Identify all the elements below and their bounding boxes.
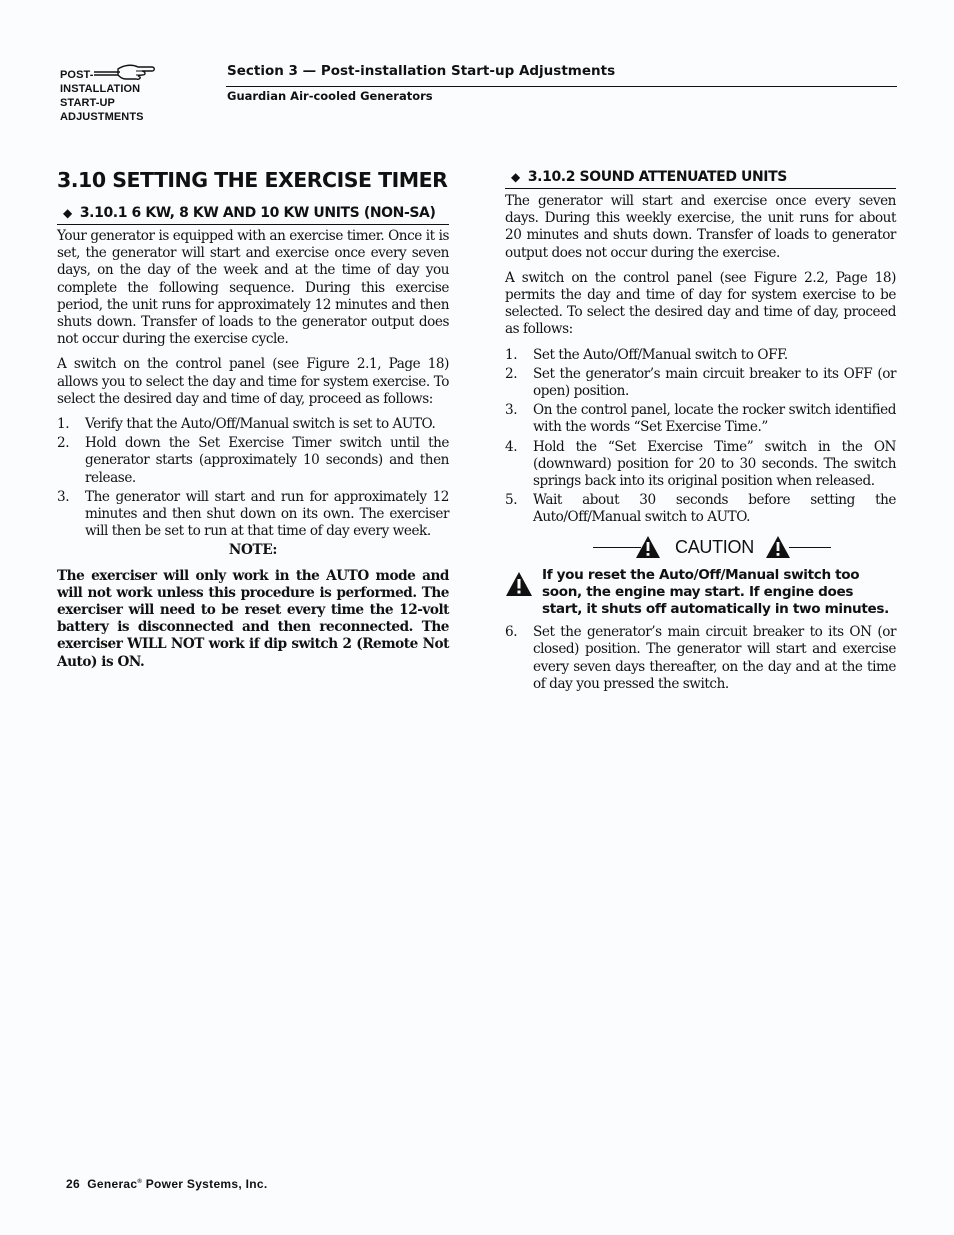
step-text: Verify that the Auto/Off/Manual switch is set to AUTO. (85, 416, 436, 433)
caution-rule-right (789, 547, 831, 548)
step-number: 2. (57, 435, 70, 452)
caution-message: If you reset the Auto/Off/Manual switch too soon, the engine may start. If engine does start, it shuts off automatically in two minutes. (542, 566, 889, 618)
subsection-heading-text: 3.10.1 6 KW, 8 KW AND 10 KW UNITS (NON-SA) (79, 205, 436, 221)
diamond-bullet-icon: ◆ (511, 170, 520, 184)
list-item (505, 402, 896, 436)
caution-rule-left (593, 547, 641, 548)
header-subtitle: Guardian Air-cooled Generators (227, 89, 433, 103)
note-body: The exerciser will only work in the AUTO mode and will not work unless this procedure is performed. The exerciser will need to be reset every time the 12-volt battery is disconnected and then reconnected. The exerciser WILL NOT work if dip switch 2 (Remote Not Auto) is ON. (57, 567, 449, 670)
step-number: 3. (57, 488, 70, 505)
step-text: On the control panel, locate the rocker switch identified with the words “Set Exercise Time.” (533, 402, 896, 436)
left-column (57, 166, 449, 671)
caution-message-box (505, 567, 896, 619)
list-item (505, 492, 896, 526)
pointing-hand-icon (92, 63, 156, 81)
subsection-heading-sound-attenuated (505, 168, 896, 189)
step-text: The generator will start and run for approximately 12 minutes and then shut down on its own. The exerciser will then be set to run at that time of day every week. (85, 488, 449, 540)
right-column (505, 168, 896, 695)
logo-line: INSTALLATION (60, 83, 141, 95)
caution-banner (505, 533, 896, 563)
registered-mark: ® (137, 1179, 143, 1185)
step-text: Hold the “Set Exercise Time” switch in the ON (downward) position for 20 to 30 seconds. The switch springs back into its original position when released. (533, 438, 896, 490)
page-footer (66, 1177, 268, 1191)
diamond-bullet-icon: ◆ (63, 206, 72, 220)
note-title: NOTE: (228, 542, 278, 559)
subsection-heading-6-8-10kw (57, 204, 449, 225)
section-logo (60, 68, 190, 124)
logo-line: ADJUSTMENTS (60, 111, 144, 123)
section-header: Section 3 — Post-installation Start-up Adjustments (227, 63, 616, 79)
step-text: Set the Auto/Off/Manual switch to OFF. (533, 346, 788, 363)
list-item (505, 624, 896, 693)
step-number: 4. (505, 438, 518, 455)
subsection-heading-text: 3.10.2 SOUND ATTENUATED UNITS (527, 169, 787, 185)
caution-label: CAUTION (675, 536, 754, 557)
warning-triangle-icon (505, 571, 533, 597)
switch-paragraph: A switch on the control panel (see Figure 2.2, Page 18) permits the day and time of day for system exercise to be selected. To select the desired day and time of day, proceed as follows: (505, 269, 896, 338)
intro-paragraph: Your generator is equipped with an exercise timer. Once it is set, the generator will start and exercise once every seven days, on the day of the week and at the time of day you complete the following sequence. During this exercise period, the unit runs for approximately 12 minutes and then shuts down. Transfer of loads to the generator output does not occur during the exercise cycle. (57, 228, 449, 348)
logo-line: POST- (60, 69, 94, 81)
list-item (57, 489, 449, 541)
step-number: 2. (505, 365, 518, 382)
list-item (505, 347, 896, 364)
step-number: 3. (505, 402, 518, 419)
page-number: 26 (66, 1177, 80, 1191)
logo-line: START-UP (60, 97, 115, 109)
switch-paragraph: A switch on the control panel (see Figure 2.1, Page 18) allows you to select the day and time for system exercise. To select the desired day and time of day, proceed as follows: (57, 356, 449, 407)
steps-list (505, 347, 896, 527)
list-item (505, 439, 896, 491)
header-rule (226, 86, 897, 87)
steps-list-continued (505, 624, 896, 693)
step-text: Set the generator’s main circuit breaker to its ON (or closed) position. The generator will start and exercise every seven days thereafter, on the day and at the time of day you pressed the switch. (533, 624, 896, 692)
step-text: Wait about 30 seconds before setting the Auto/Off/Manual switch to AUTO. (533, 492, 896, 526)
section-title: 3.10 SETTING THE EXERCISE TIMER (57, 168, 448, 192)
step-text: Hold down the Set Exercise Timer switch until the generator starts (approximately 10 seconds) and then release. (85, 435, 449, 486)
company-name: Generac (87, 1177, 138, 1191)
warning-triangle-icon (635, 535, 661, 559)
step-number: 5. (505, 492, 518, 509)
step-text: Set the generator’s main circuit breaker to its OFF (or open) position. (533, 365, 896, 400)
company-name-suffix: Power Systems, Inc. (145, 1177, 268, 1191)
step-number: 1. (505, 346, 518, 363)
list-item (57, 416, 449, 433)
warning-triangle-icon (765, 535, 791, 559)
step-number: 6. (505, 624, 518, 641)
intro-paragraph: The generator will start and exercise once every seven days. During this weekly exercise, the unit runs for about 20 minutes and shuts down. Transfer of loads to generator output does not occur during the exercise. (505, 193, 896, 261)
list-item (505, 366, 896, 400)
list-item (57, 435, 449, 487)
step-number: 1. (57, 416, 70, 433)
steps-list (57, 416, 449, 540)
